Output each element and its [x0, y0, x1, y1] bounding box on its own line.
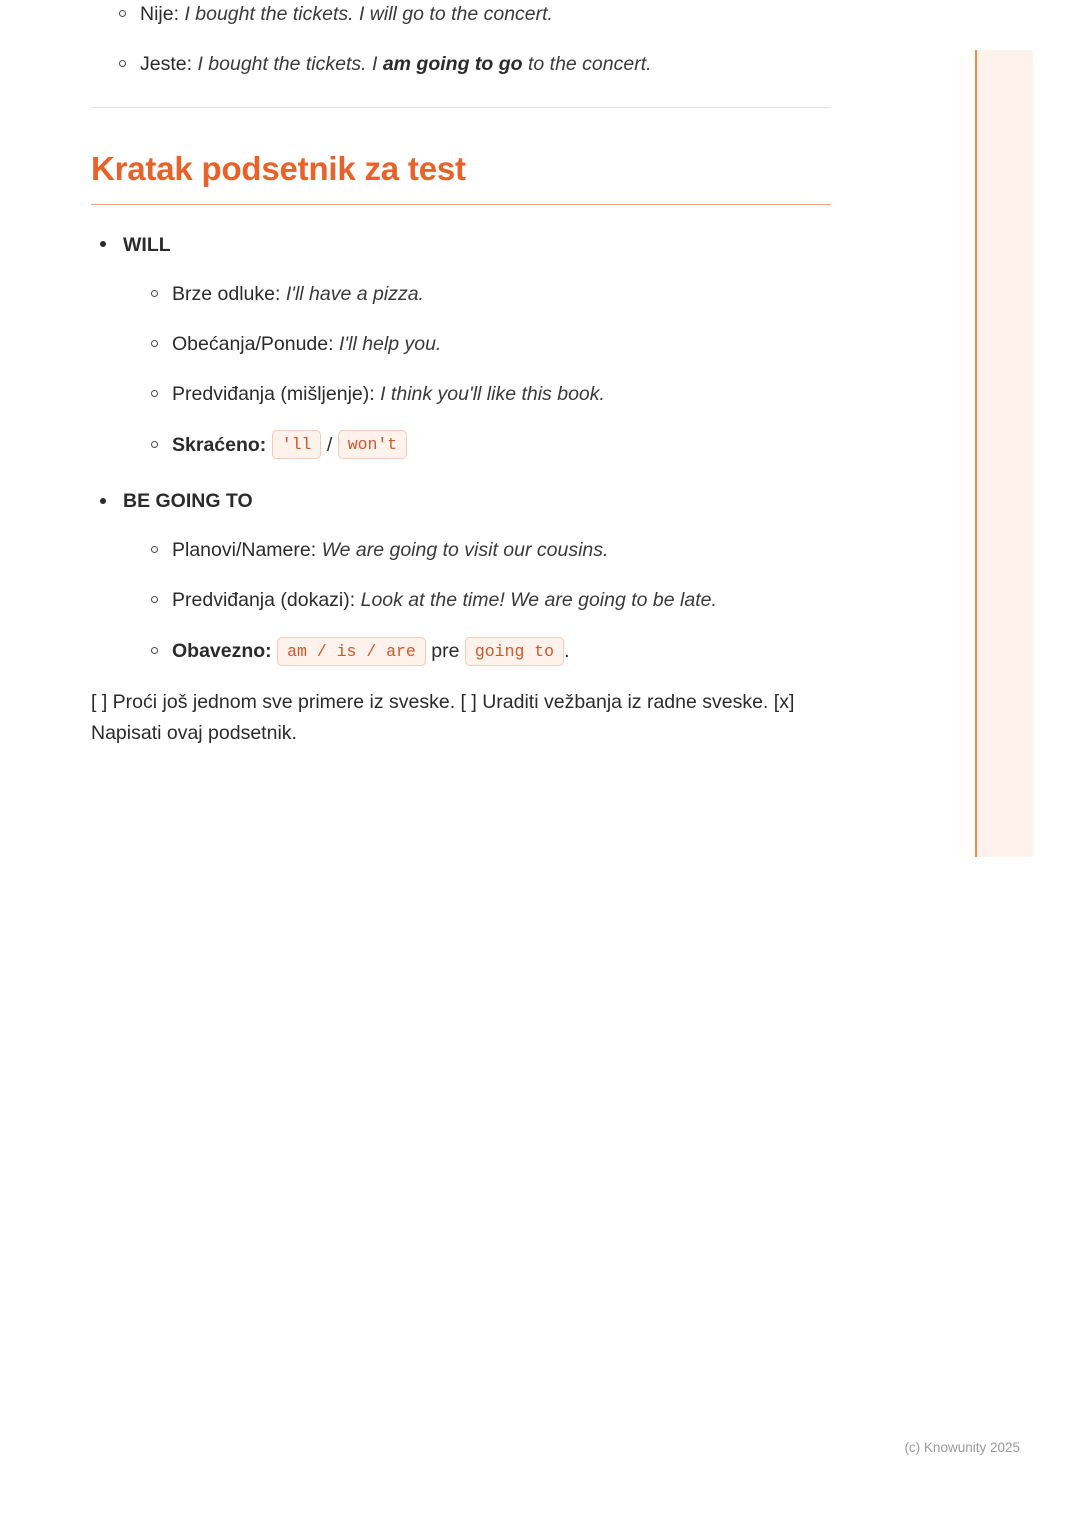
item-label: Obavezno:	[172, 639, 272, 662]
bullet-icon	[151, 290, 158, 297]
footer-copyright: (c) Knowunity 2025	[904, 1440, 1020, 1455]
item-label: Predviđanja (dokazi):	[172, 589, 356, 612]
list-item	[91, 0, 831, 28]
intro-item-example-part2: to the concert.	[522, 53, 652, 76]
item-label: Obećanja/Ponude:	[172, 333, 334, 356]
checklist-paragraph	[91, 687, 836, 750]
list-item	[123, 380, 831, 408]
group-will	[91, 231, 831, 665]
code-token-ll: 'll	[272, 430, 322, 459]
bullet-icon	[151, 546, 158, 553]
document-body	[91, 0, 831, 750]
code-token-going-to: going to	[465, 637, 564, 666]
list-item	[123, 586, 831, 614]
list-item	[123, 536, 831, 564]
item-label: Skraćeno:	[172, 433, 267, 456]
list-item	[123, 330, 831, 358]
be-going-to-items	[123, 536, 831, 665]
bullet-icon	[119, 60, 126, 67]
bullet-icon	[151, 596, 158, 603]
list-item-code	[123, 431, 831, 459]
code-token-am-is-are: am / is / are	[277, 637, 426, 666]
checklist-line-2: [x] Napisati ovaj podsetnik.	[91, 690, 795, 745]
checklist-line-1: [ ] Proći još jednom sve primere iz sveske. [ ] Uraditi vežbanja iz radne sveske.	[91, 690, 769, 713]
bullet-icon	[151, 647, 158, 654]
item-label: Predviđanja (mišljenje):	[172, 383, 375, 406]
intro-item-example: I bought the tickets. I will go to the concert.	[184, 3, 553, 25]
section-divider	[91, 107, 831, 108]
list-item	[91, 231, 831, 459]
bullet-icon	[100, 241, 106, 247]
intro-comparison-list	[91, 0, 831, 79]
list-item	[91, 50, 831, 78]
intro-item-label: Jeste:	[140, 53, 193, 76]
code-separator: pre	[431, 639, 460, 662]
bullet-icon	[151, 340, 158, 347]
summary-lists	[91, 231, 831, 751]
page-title: Kratak podsetnik za test	[91, 149, 466, 187]
intro-item-label: Nije:	[140, 3, 180, 25]
group-heading-be-going-to: BE GOING TO	[123, 489, 253, 512]
item-example: Look at the time! We are going to be late.	[360, 589, 717, 612]
title-underline	[91, 204, 831, 205]
list-item	[123, 280, 831, 308]
bullet-icon	[151, 390, 158, 397]
item-example: We are going to visit our cousins.	[321, 539, 609, 562]
code-token-wont: won't	[338, 430, 408, 459]
intro-item-example-emphasis: am going to go	[382, 53, 523, 76]
item-label: Brze odluke:	[172, 282, 281, 305]
item-example: I'll have a pizza.	[285, 282, 424, 305]
list-item	[91, 487, 831, 665]
bullet-icon	[151, 441, 158, 448]
item-label: Planovi/Namere:	[172, 539, 317, 562]
code-suffix: .	[564, 639, 570, 662]
item-example: I think you'll like this book.	[380, 383, 605, 406]
item-example: I'll help you.	[338, 333, 442, 356]
will-items	[123, 280, 831, 459]
intro-item-example-part1: I bought the tickets. I	[197, 53, 383, 76]
code-separator: /	[326, 433, 333, 456]
bullet-icon	[100, 498, 106, 504]
decorative-side-strip	[975, 50, 1033, 857]
list-item-code	[123, 637, 831, 665]
bullet-icon	[119, 10, 126, 17]
group-heading-will: WILL	[123, 233, 171, 256]
